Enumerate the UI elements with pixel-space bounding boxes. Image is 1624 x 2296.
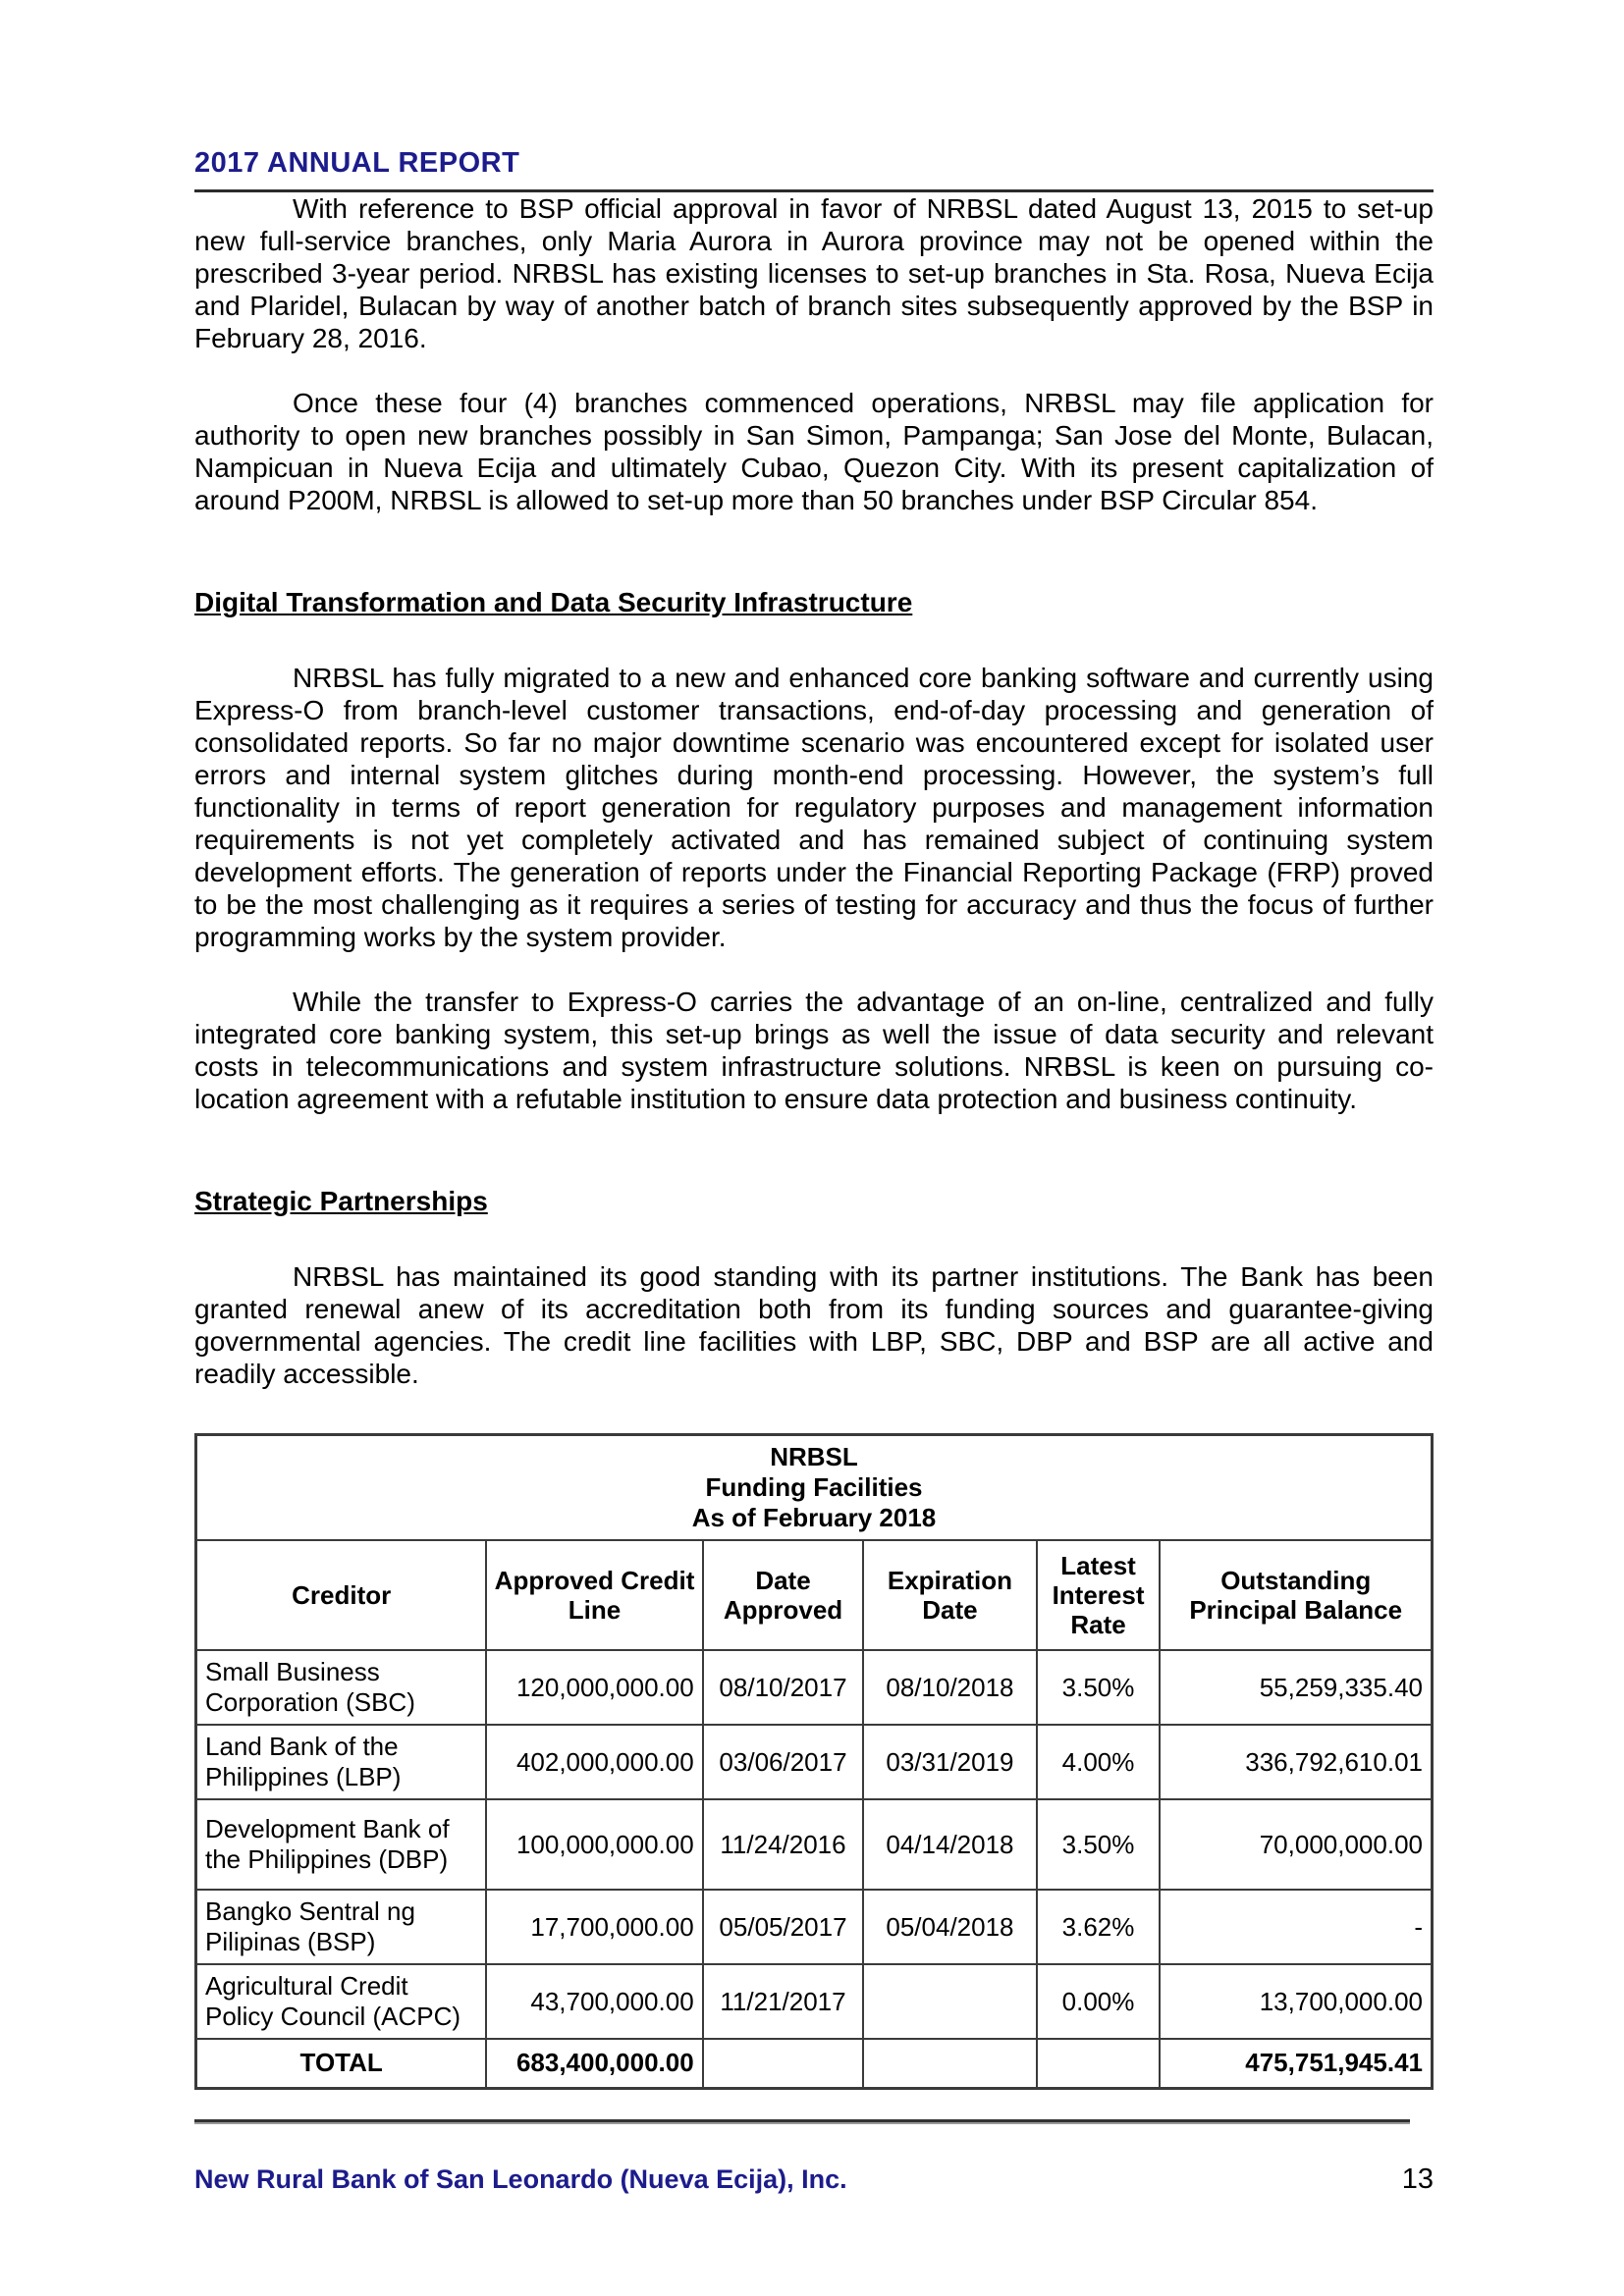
- latest-interest-rate-cell: 3.62%: [1037, 1890, 1161, 1964]
- date-approved-cell: 11/24/2016: [703, 1799, 864, 1890]
- total-label-cell: TOTAL: [196, 2039, 487, 2088]
- expiration-date-cell: 03/31/2019: [863, 1725, 1036, 1799]
- report-title: 2017 ANNUAL REPORT: [194, 147, 520, 179]
- outstanding-principal-balance-cell: 336,792,610.01: [1160, 1725, 1432, 1799]
- total-empty-cell: [703, 2039, 864, 2088]
- page-footer: [194, 2163, 1434, 2196]
- paragraph-express-o-security: While the transfer to Express-O carries the advantage of an on-line, centralized and fully integrated core banking system, this set-up brings as well the issue of data security and relevant costs in telecommunications and system infrastructure solutions. NRBSL is keen on pursuing co-location agreement with a refutable institution to ensure data protection and business continuity.: [194, 987, 1434, 1114]
- date-approved-cell: 05/05/2017: [703, 1890, 864, 1964]
- table-title-line: As of February 2018: [691, 1503, 937, 1532]
- expiration-date-cell: 04/14/2018: [863, 1799, 1036, 1890]
- table-row-sbc: [196, 1650, 1433, 1725]
- total-approved-credit-line-cell: 683,400,000.00: [486, 2039, 702, 2088]
- section-heading-digital-transformation: Digital Transformation and Data Security Infrastructure: [194, 587, 913, 617]
- outstanding-principal-balance-cell: 13,700,000.00: [1160, 1964, 1432, 2039]
- total-empty-cell: [1037, 2039, 1161, 2088]
- page-number: 13: [1401, 2163, 1434, 2195]
- table-title-row: [196, 1435, 1433, 1541]
- approved-credit-line-cell: 100,000,000.00: [486, 1799, 702, 1890]
- column-header-outstanding-principal-balance: Outstanding Principal Balance: [1160, 1540, 1432, 1650]
- footer-bank-name: New Rural Bank of San Leonardo (Nueva Ecija), Inc.: [194, 2163, 847, 2194]
- outstanding-principal-balance-cell: -: [1160, 1890, 1432, 1964]
- outstanding-principal-balance-cell: 70,000,000.00: [1160, 1799, 1432, 1890]
- footer-rule: [194, 2119, 1410, 2124]
- expiration-date-cell: 08/10/2018: [863, 1650, 1036, 1725]
- outstanding-principal-balance-cell: 55,259,335.40: [1160, 1650, 1432, 1725]
- column-header-latest-interest-rate: Latest Interest Rate: [1037, 1540, 1161, 1650]
- column-header-creditor: Creditor: [196, 1540, 487, 1650]
- column-header-expiration-date: Expiration Date: [863, 1540, 1036, 1650]
- creditor-cell: Small Business Corporation (SBC): [196, 1650, 487, 1725]
- creditor-cell: Agricultural Credit Policy Council (ACPC): [196, 1964, 487, 2039]
- funding-facilities-table: [194, 1433, 1434, 2090]
- approved-credit-line-cell: 120,000,000.00: [486, 1650, 702, 1725]
- approved-credit-line-cell: 17,700,000.00: [486, 1890, 702, 1964]
- expiration-date-cell: 05/04/2018: [863, 1890, 1036, 1964]
- table-row-lbp: [196, 1725, 1433, 1799]
- table-title: [196, 1435, 1433, 1541]
- approved-credit-line-cell: 43,700,000.00: [486, 1964, 702, 2039]
- table-header-row: [196, 1540, 1433, 1650]
- date-approved-cell: 11/21/2017: [703, 1964, 864, 2039]
- total-outstanding-principal-balance-cell: 475,751,945.41: [1160, 2039, 1432, 2088]
- latest-interest-rate-cell: 0.00%: [1037, 1964, 1161, 2039]
- latest-interest-rate-cell: 4.00%: [1037, 1725, 1161, 1799]
- table-row-dbp: [196, 1799, 1433, 1890]
- body-text: [194, 192, 1434, 1390]
- total-empty-cell: [863, 2039, 1036, 2088]
- creditor-cell: Bangko Sentral ng Pilipinas (BSP): [196, 1890, 487, 1964]
- paragraph-branch-approval: With reference to BSP official approval in favor of NRBSL dated August 13, 2015 to set-up new full-service branches, only Maria Aurora in Aurora province may not be opened within the prescribed 3-year period. NRBSL has existing licenses to set-up branches in Sta. Rosa, Nueva Ecija and Plaridel, Bulacan by way of another batch of branch sites subsequently approved by the BSP in February 28, 2016.: [194, 193, 1434, 353]
- creditor-cell: Development Bank of the Philippines (DBP): [196, 1799, 487, 1890]
- column-header-date-approved: Date Approved: [703, 1540, 864, 1650]
- table-row-acpc: [196, 1964, 1433, 2039]
- expiration-date-cell: [863, 1964, 1036, 2039]
- paragraph-partner-institutions: NRBSL has maintained its good standing with its partner institutions. The Bank has been granted renewal anew of its accreditation both from its funding sources and guarantee-giving governmental agencies. The credit line facilities with LBP, SBC, DBP and BSP are all active and readily accessible.: [194, 1261, 1434, 1389]
- table-row-total: [196, 2039, 1433, 2088]
- paragraph-core-banking-migration: NRBSL has fully migrated to a new and enhanced core banking software and currently using Express-O from branch-level customer transactions, end-of-day processing and generation of consolidated reports. So far no major downtime scenario was encountered except for isolated user errors and internal system glitches during month-end processing. However, the system’s full functionality in terms of report generation for regulatory purposes and management information requirements is not yet completely activated and has remained subject of continuing system development efforts. The generation of reports under the Financial Reporting Package (FRP) proved to be the most challenging as it requires a series of testing for accuracy and thus the focus of further programming works by the system provider.: [194, 663, 1434, 952]
- creditor-cell: Land Bank of the Philippines (LBP): [196, 1725, 487, 1799]
- date-approved-cell: 08/10/2017: [703, 1650, 864, 1725]
- date-approved-cell: 03/06/2017: [703, 1725, 864, 1799]
- table-row-bsp: [196, 1890, 1433, 1964]
- column-header-approved-credit-line: Approved Credit Line: [486, 1540, 702, 1650]
- table-title-line: Funding Facilities: [705, 1472, 923, 1502]
- paragraph-branch-applications: Once these four (4) branches commenced operations, NRBSL may file application for authority to open new branches possibly in San Simon, Pampanga; San Jose del Monte, Bulacan, Nampicuan in Nueva Ecija and ultimately Cubao, Quezon City. With its present capitalization of around P200M, NRBSL is allowed to set-up more than 50 branches under BSP Circular 854.: [194, 388, 1434, 515]
- section-heading-strategic-partnerships: Strategic Partnerships: [194, 1186, 488, 1216]
- table-title-line: NRBSL: [770, 1442, 858, 1471]
- approved-credit-line-cell: 402,000,000.00: [486, 1725, 702, 1799]
- latest-interest-rate-cell: 3.50%: [1037, 1799, 1161, 1890]
- latest-interest-rate-cell: 3.50%: [1037, 1650, 1161, 1725]
